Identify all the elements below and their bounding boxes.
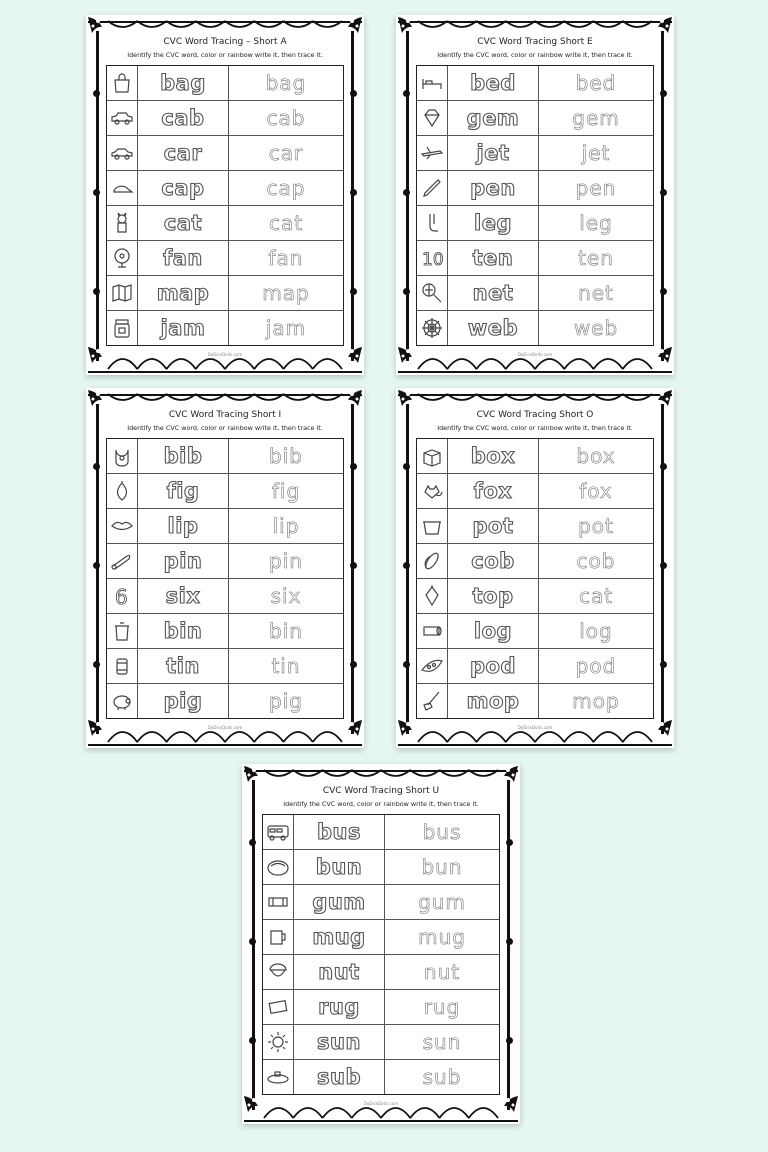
- trace-word: web: [573, 316, 619, 340]
- word-row: [107, 649, 343, 684]
- svg-text:10: 10: [422, 250, 444, 270]
- submarine-icon: [263, 1060, 294, 1094]
- trace-word: cab: [266, 106, 306, 130]
- jet-icon: [417, 136, 448, 170]
- word-row: [107, 66, 343, 101]
- bubble-word: cap: [138, 171, 229, 205]
- trace-word: pen: [575, 176, 617, 200]
- trace-word: bib: [269, 444, 303, 468]
- trace-word: rug: [423, 995, 461, 1019]
- bottom-scallop-border: [244, 1096, 518, 1122]
- word-row: [263, 1025, 499, 1060]
- trace-word: bag: [265, 71, 307, 95]
- worksheet-instructions: Identify the CVC word, color or rainbow write it, then trace it.: [127, 424, 323, 432]
- bubble-word: sub: [294, 1060, 385, 1094]
- log-icon: [417, 614, 448, 648]
- word-row: [417, 509, 653, 544]
- word-row: [417, 474, 653, 509]
- trace-word: mug: [418, 925, 466, 949]
- top-scallop-border: [244, 766, 518, 784]
- bubble-word: fan: [138, 241, 229, 275]
- bib-icon: [107, 439, 138, 473]
- trace-word: bin: [269, 619, 303, 643]
- border-dot: [660, 661, 667, 668]
- map-icon: [107, 276, 138, 310]
- word-row: [107, 684, 343, 718]
- trace-word: fan: [268, 246, 304, 270]
- mug-icon: [263, 920, 294, 954]
- bubble-word: lip: [138, 509, 229, 543]
- word-row: [417, 439, 653, 474]
- trace-word: ten: [578, 246, 614, 270]
- word-row: [107, 241, 343, 276]
- border-dot: [660, 189, 667, 196]
- trace-word: nut: [423, 960, 461, 984]
- trace-word: tin: [271, 654, 301, 678]
- worksheet-instructions: Identify the CVC word, color or rainbow write it, then trace it.: [127, 51, 323, 59]
- bubble-word: six: [138, 579, 229, 613]
- word-row: [107, 474, 343, 509]
- word-table: [106, 65, 344, 346]
- word-row: [107, 579, 343, 614]
- worksheet-title: CVC Word Tracing Short U: [322, 786, 440, 796]
- word-row: [263, 955, 499, 990]
- word-row: [107, 206, 343, 241]
- word-row: [417, 66, 653, 101]
- worksheet-short-i: [86, 388, 364, 748]
- bubble-word: pin: [138, 544, 229, 578]
- bus-icon: [263, 815, 294, 849]
- pot-icon: [417, 509, 448, 543]
- trace-word: cob: [576, 549, 616, 573]
- bubble-word: box: [448, 439, 539, 473]
- trace-word: map: [262, 281, 310, 305]
- word-row: [107, 101, 343, 136]
- word-row: [417, 276, 653, 311]
- border-dot: [350, 288, 357, 295]
- bubble-word: fig: [138, 474, 229, 508]
- border-dot: [506, 938, 513, 945]
- bubble-word: map: [138, 276, 229, 310]
- trace-word: gum: [418, 890, 466, 914]
- trace-word: sub: [422, 1065, 462, 1089]
- word-row: [107, 614, 343, 649]
- worksheet-instructions: Identify the CVC word, color or rainbow write it, then trace it.: [437, 51, 633, 59]
- trace-word: cap: [266, 176, 306, 200]
- trace-word: bus: [422, 820, 462, 844]
- spider-web-icon: [417, 311, 448, 345]
- trace-word: lip: [272, 514, 300, 538]
- gem-icon: [417, 101, 448, 135]
- pig-icon: [107, 684, 138, 718]
- word-row: [107, 311, 343, 345]
- bubble-word: gem: [448, 101, 539, 135]
- trace-word: net: [578, 281, 614, 305]
- trace-word: jet: [581, 141, 611, 165]
- trace-word: bed: [575, 71, 617, 95]
- gum-icon: [263, 885, 294, 919]
- word-row: [263, 885, 499, 920]
- tin-can-icon: [107, 649, 138, 683]
- word-row: [417, 579, 653, 614]
- word-row: [417, 206, 653, 241]
- footer-credit: DoDisnDoits.com: [517, 725, 553, 730]
- footer-credit: DoDisnDoits.com: [363, 1101, 399, 1106]
- bubble-word: ten: [448, 241, 539, 275]
- trace-word: leg: [579, 211, 613, 235]
- border-dot: [350, 562, 357, 569]
- bun-icon: [263, 850, 294, 884]
- word-row: [263, 815, 499, 850]
- bubble-word: cat: [138, 206, 229, 240]
- bubble-word: bib: [138, 439, 229, 473]
- bubble-word: leg: [448, 206, 539, 240]
- worksheet-title: CVC Word Tracing – Short A: [163, 37, 287, 47]
- sun-icon: [263, 1025, 294, 1059]
- bubble-word: jet: [448, 136, 539, 170]
- top-scallop-border: [398, 390, 672, 408]
- mop-icon: [417, 684, 448, 718]
- border-dot: [350, 661, 357, 668]
- word-row: [417, 311, 653, 345]
- svg-text:6: 6: [115, 585, 128, 608]
- word-row: [417, 171, 653, 206]
- bottom-scallop-border: [398, 347, 672, 373]
- border-dot: [660, 288, 667, 295]
- word-row: [107, 509, 343, 544]
- lips-icon: [107, 509, 138, 543]
- trace-word: gem: [572, 106, 620, 130]
- worksheet-short-o: [396, 388, 674, 748]
- trace-word: jam: [265, 316, 307, 340]
- border-dot: [660, 90, 667, 97]
- bubble-word: web: [448, 311, 539, 345]
- box-icon: [417, 439, 448, 473]
- footer-credit: DoDisnDoits.com: [207, 352, 243, 357]
- word-table: [416, 438, 654, 719]
- word-row: [417, 614, 653, 649]
- worksheet-instructions: Identify the CVC word, color or rainbow write it, then trace it.: [283, 800, 479, 808]
- top-scallop-border: [88, 17, 362, 35]
- bubble-word: log: [448, 614, 539, 648]
- trace-word: pin: [269, 549, 303, 573]
- word-row: [417, 136, 653, 171]
- trace-word: pot: [578, 514, 614, 538]
- fox-icon: [417, 474, 448, 508]
- trace-word: mop: [572, 689, 620, 713]
- bubble-word: nut: [294, 955, 385, 989]
- trace-word: cat: [578, 584, 614, 608]
- top-scallop-border: [398, 17, 672, 35]
- word-table: [106, 438, 344, 719]
- worksheet-instructions: Identify the CVC word, color or rainbow write it, then trace it.: [437, 424, 633, 432]
- trace-word: cat: [268, 211, 304, 235]
- bubble-word: fox: [448, 474, 539, 508]
- fig-icon: [107, 474, 138, 508]
- word-row: [263, 920, 499, 955]
- fan-icon: [107, 241, 138, 275]
- bubble-word: bag: [138, 66, 229, 100]
- bubble-word: bus: [294, 815, 385, 849]
- bed-icon: [417, 66, 448, 100]
- word-table: [262, 814, 500, 1095]
- word-row: [417, 241, 653, 276]
- pea-pod-icon: [417, 649, 448, 683]
- bottom-scallop-border: [88, 720, 362, 746]
- border-dot: [350, 189, 357, 196]
- net-icon: [417, 276, 448, 310]
- bubble-word: pen: [448, 171, 539, 205]
- border-dot: [506, 839, 513, 846]
- bubble-word: bed: [448, 66, 539, 100]
- trace-word: sun: [422, 1030, 462, 1054]
- number-ten-icon: [417, 241, 448, 275]
- worksheet-title: CVC Word Tracing Short O: [476, 410, 594, 420]
- word-row: [417, 684, 653, 718]
- bubble-word: cab: [138, 101, 229, 135]
- worksheet-short-a: [86, 15, 364, 375]
- car-icon: [107, 136, 138, 170]
- word-table: [416, 65, 654, 346]
- word-row: [263, 850, 499, 885]
- border-dot: [660, 562, 667, 569]
- jam-jar-icon: [107, 311, 138, 345]
- bubble-word: pod: [448, 649, 539, 683]
- bag-icon: [107, 66, 138, 100]
- word-row: [263, 1060, 499, 1094]
- corn-cob-icon: [417, 544, 448, 578]
- word-row: [263, 990, 499, 1025]
- trace-word: six: [270, 584, 302, 608]
- bottom-scallop-border: [88, 347, 362, 373]
- bubble-word: gum: [294, 885, 385, 919]
- bubble-word: net: [448, 276, 539, 310]
- border-dot: [350, 463, 357, 470]
- word-row: [417, 544, 653, 579]
- pen-icon: [417, 171, 448, 205]
- trace-word: car: [268, 141, 304, 165]
- cap-icon: [107, 171, 138, 205]
- bubble-word: mug: [294, 920, 385, 954]
- trace-word: log: [579, 619, 613, 643]
- bubble-word: rug: [294, 990, 385, 1024]
- trace-word: pod: [575, 654, 617, 678]
- word-row: [107, 136, 343, 171]
- bottom-scallop-border: [398, 720, 672, 746]
- word-row: [107, 544, 343, 579]
- border-dot: [350, 90, 357, 97]
- bubble-word: jam: [138, 311, 229, 345]
- footer-credit: DoDisnDoits.com: [517, 352, 553, 357]
- worksheet-short-e: [396, 15, 674, 375]
- worksheet-title: CVC Word Tracing Short I: [168, 410, 282, 420]
- top-scallop-border: [88, 390, 362, 408]
- trace-word: box: [576, 444, 616, 468]
- border-dot: [660, 463, 667, 470]
- bubble-word: mop: [448, 684, 539, 718]
- rug-icon: [263, 990, 294, 1024]
- bubble-word: bin: [138, 614, 229, 648]
- taxi-cab-icon: [107, 101, 138, 135]
- cat-icon: [107, 206, 138, 240]
- bubble-word: top: [448, 579, 539, 613]
- number-six-icon: [107, 579, 138, 613]
- trace-word: pig: [269, 689, 303, 713]
- trace-word: fig: [271, 479, 301, 503]
- spinning-top-icon: [417, 579, 448, 613]
- trace-word: bun: [421, 855, 463, 879]
- word-row: [107, 276, 343, 311]
- word-row: [417, 649, 653, 684]
- safety-pin-icon: [107, 544, 138, 578]
- word-row: [107, 439, 343, 474]
- bubble-word: pig: [138, 684, 229, 718]
- leg-icon: [417, 206, 448, 240]
- bubble-word: car: [138, 136, 229, 170]
- footer-credit: DoDisnDoits.com: [207, 725, 243, 730]
- bubble-word: tin: [138, 649, 229, 683]
- worksheet-short-u: [242, 764, 520, 1124]
- recycle-bin-icon: [107, 614, 138, 648]
- border-dot: [506, 1037, 513, 1044]
- nut-icon: [263, 955, 294, 989]
- bubble-word: pot: [448, 509, 539, 543]
- bubble-word: cob: [448, 544, 539, 578]
- bubble-word: bun: [294, 850, 385, 884]
- trace-word: fox: [579, 479, 613, 503]
- worksheet-title: CVC Word Tracing Short E: [477, 37, 593, 47]
- word-row: [107, 171, 343, 206]
- bubble-word: sun: [294, 1025, 385, 1059]
- word-row: [417, 101, 653, 136]
